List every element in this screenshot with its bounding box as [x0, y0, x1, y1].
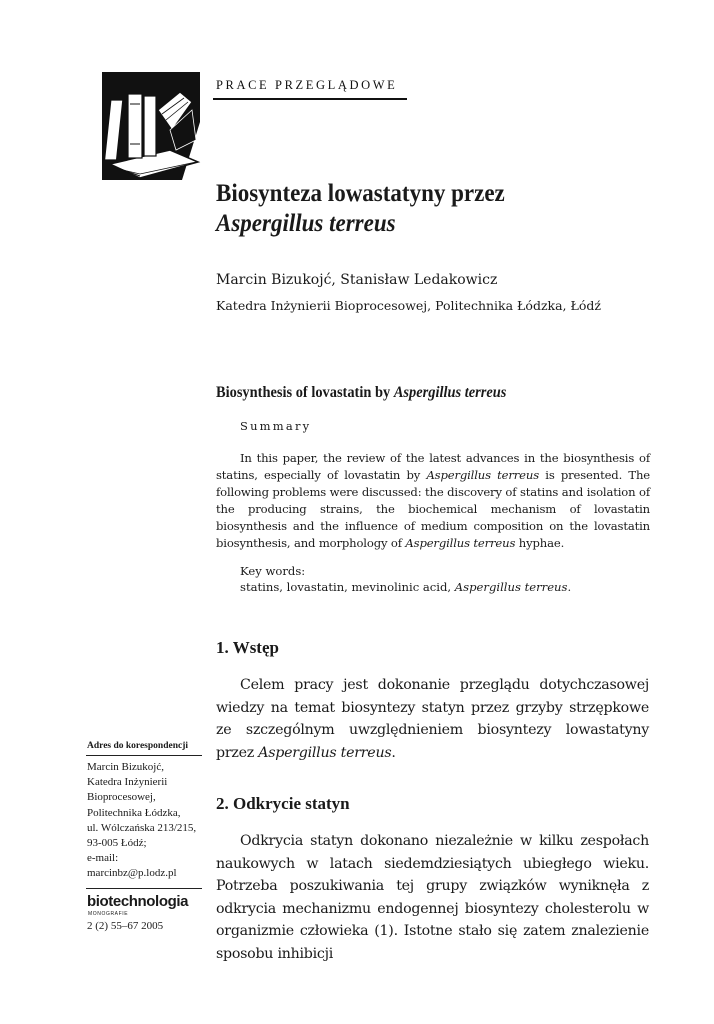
section-1-italic: Aspergillus terreus [258, 744, 392, 761]
books-icon [100, 70, 210, 180]
english-title-plain: Biosynthesis of lovastatin by [216, 384, 394, 401]
correspondence-line: Bioprocesowej, [87, 791, 156, 804]
correspondence-line: e-mail: [87, 852, 119, 865]
section-2-paragraph: Odkrycia statyn dokonano niezależnie w kilku zespołach naukowych w latach siedemdziesiątych ubiegłego wieku. Potrzeba poszukiwania tej grupy związków wyniknęła z odkrycia mechanizmu endogennej biosyntezy cholesterolu w organizmie człowieka (1). Istotne stało się zatem znalezienie sposobu inhibicji [216, 833, 649, 962]
section-1-paragraph: Celem pracy jest dokonanie przeglądu dotychczasowej wiedzy na temat biosyntezy statyn przez grzyby strzępkowe ze szczególnym uwzględnieniem biosyntezy lowastatyny przez [216, 677, 649, 761]
section-1-end: . [391, 744, 396, 761]
correspondence-address [87, 760, 196, 882]
correspondence-line: Katedra Inżynierii [87, 776, 168, 789]
summary-label: Summary [240, 419, 312, 433]
keywords-end: . [567, 580, 572, 594]
journal-name: biotechnologia [87, 893, 189, 910]
keywords-italic: Aspergillus terreus [454, 580, 568, 594]
section-1-text [216, 674, 649, 764]
section-heading-2: 2. Odkrycie statyn [216, 794, 350, 813]
correspondence-email: marcinbz@p.lodz.pl [87, 867, 177, 880]
section-2-text [216, 830, 649, 965]
correspondence-rule-top [86, 755, 202, 756]
section-label: PRACE PRZEGLĄDOWE [216, 78, 398, 92]
english-title-italic: Aspergillus terreus [393, 384, 507, 401]
correspondence-line: ul. Wólczańska 213/215, [87, 821, 197, 834]
keywords-plain: statins, lovastatin, mevinolinic acid, [240, 580, 455, 594]
section-rule [213, 98, 407, 100]
article-title [216, 179, 639, 239]
summary-italic-1: Aspergillus terreus [426, 468, 539, 482]
correspondence-line: Politechnika Łódzka, [87, 806, 181, 819]
title-line-2: Aspergillus terreus [216, 210, 396, 237]
section-heading-1: 1. Wstęp [216, 638, 279, 657]
authors: Marcin Bizukojć, Stanisław Ledakowicz [216, 272, 498, 288]
english-title [216, 384, 506, 402]
title-line-1: Biosynteza lowastatyny przez [216, 180, 505, 207]
correspondence-heading: Adres do korespondencji [87, 741, 188, 751]
keywords-label: Key words: [240, 564, 306, 578]
summary-italic-2: Aspergillus terreus [405, 536, 516, 550]
correspondence-line: Marcin Bizukojć, [87, 761, 164, 773]
correspondence-rule-bottom [86, 888, 202, 889]
correspondence-line: 93-005 Łódź; [87, 837, 147, 850]
summary-part-3: hyphae. [515, 536, 565, 550]
affiliation: Katedra Inżynierii Bioprocesowej, Politechnika Łódzka, Łódź [216, 298, 601, 313]
journal-issue: 2 (2) 55–67 2005 [87, 920, 164, 932]
summary-part-2: is presented. The following problems were discussed: the discovery of statins and isolation of the producing strains, the biochemical mechanism of lovastatin biosynthesis and the influence of medium composition on the lovastatin biosynthesis, and morphology of [216, 468, 650, 550]
summary-text [216, 450, 650, 552]
keywords [240, 580, 571, 594]
summary-part-1: In this paper, the review of the latest advances in the biosynthesis of statins, especially of lovastatin by [216, 451, 650, 482]
journal-subtitle: MONOGRAFIE [88, 911, 129, 917]
